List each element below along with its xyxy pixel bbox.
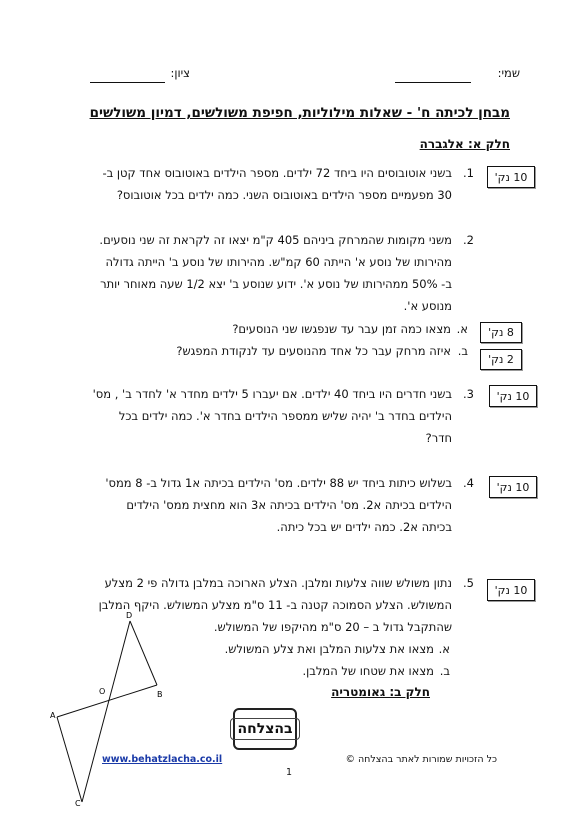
q5b-letter: ב.	[439, 664, 450, 678]
q5a-letter: א.	[438, 642, 450, 656]
q5-line-3: שהתקבל גדול ב – 20 ס"מ מהיקפו של המשולש.	[213, 620, 452, 634]
q4-line-3: בכיתה א2. כמה ילדים יש בכל כיתה.	[276, 520, 452, 534]
q3-line-2: הילדים בחדר ב' יהיה שליש ממספר הילדים בחדר א'. כמה ילדים בכל	[118, 409, 452, 423]
q3-line-1: בשני חדרים היו ביחד 40 ילדים. אם יעברו 5 ילדים מחדר א' לחדר ב' , מס'	[92, 387, 452, 401]
q2b-points-box: 2 נק'	[480, 349, 522, 370]
q4-line-2: הילדים בכיתה א2. מס' הילדים בכיתה א3 הוא מחצית ממס' הילדים	[126, 498, 452, 512]
q5-points-box: 10 נק'	[487, 579, 535, 601]
q2-line-4: מנוסע א'.	[403, 299, 452, 313]
q2a-points-box: 8 נק'	[480, 322, 522, 343]
grade-field[interactable]	[90, 68, 165, 83]
q3-line-3: חדר?	[425, 431, 452, 445]
diagram-label-o: O	[99, 687, 106, 696]
q2a-letter: א.	[456, 322, 468, 336]
q5-line-2: המשולש. הצלע הסמוכה קטנה ב- 11 ס"מ מצלע המשולש. היקף המלבן	[98, 598, 452, 612]
q4-number: 4.	[463, 476, 474, 490]
logo-text: בהצלחה	[230, 718, 299, 740]
section-b-heading: חלק ב: גאומטריה	[331, 685, 430, 699]
q1-line-1: בשני אוטובוסים היו ביחד 72 ילדים. מספר הילדים באוטובוס אחד קטן ב-	[102, 166, 452, 180]
diagram-label-a: A	[50, 711, 56, 720]
page-number: 1	[286, 767, 293, 778]
segment-ab	[57, 685, 157, 717]
website-link[interactable]: www.behatzlacha.co.il	[102, 754, 223, 765]
segment-db	[130, 621, 157, 685]
q5b-text: מצאו את שטחו של המלבן.	[302, 664, 434, 678]
q5a-text: מצאו את צלעות המלבן ואת צלע המשולש.	[224, 642, 434, 656]
segment-dc	[82, 621, 130, 802]
q2a-text: מצאו כמה זמן עבר עד שנפגשו שני הנוסעים?	[232, 322, 451, 336]
q2-line-3: ב- 50% ממהירותו של נוסע א'. ידוע שנוסע ב' יצא 1/2 שעה מאוחר יותר	[100, 277, 452, 291]
q5-line-1: נתון משולש שווה צלעות ומלבן. הצלע הארוכה במלבן גדולה פי 2 מצלע	[104, 576, 452, 590]
copyright-text: כל הזכויות שמורות לאתר בהצלחה ©	[345, 754, 497, 765]
q4-line-1: בשלוש כיתות ביחד יש 88 ילדים. מס' הילדים בכיתה א1 גדול ב- 8 ממס'	[105, 476, 452, 490]
q4-points-box: 10 נק'	[489, 476, 537, 498]
q2-line-1: משני מקומות שהמרחק ביניהם 405 ק"מ יצאו זה לקראת זה שני נוסעים.	[99, 233, 452, 247]
q2-line-2: מהירותו של נוסע א' הייתה 60 קמ"ש. מהירותו של נוסע ב' הייתה גדולה	[105, 255, 452, 269]
q1-line-2: 30 מפעמיים מספר הילדים באוטובוס השני. כמה ילדים בכל אוטובוס?	[116, 188, 452, 202]
grade-label: ציון:	[170, 66, 190, 80]
q2-number: 2.	[463, 233, 474, 247]
q3-number: 3.	[463, 387, 474, 401]
q2b-letter: ב.	[457, 344, 468, 358]
geometry-diagram	[40, 608, 170, 818]
q5-number: 5.	[463, 576, 474, 590]
diagram-label-c: C	[75, 799, 81, 808]
q2b-text: איזה מרחק עבר כל אחד מהנוסעים עד לנקודת המפגש?	[176, 344, 451, 358]
q3-points-box: 10 נק'	[489, 385, 537, 407]
segment-ac	[57, 717, 82, 802]
section-a-heading: חלק א: אלגברה	[419, 137, 510, 151]
name-label: שמי:	[497, 66, 520, 80]
diagram-label-b: B	[157, 690, 163, 699]
name-field[interactable]	[395, 68, 471, 83]
diagram-label-d: D	[126, 611, 133, 620]
page-title: מבחן לכיתה ח' - שאלות מילוליות, חפיפת משולשים, דמיון משולשים	[89, 105, 510, 121]
logo	[233, 708, 297, 750]
q1-points-box: 10 נק'	[487, 166, 535, 188]
q1-number: 1.	[463, 166, 474, 180]
